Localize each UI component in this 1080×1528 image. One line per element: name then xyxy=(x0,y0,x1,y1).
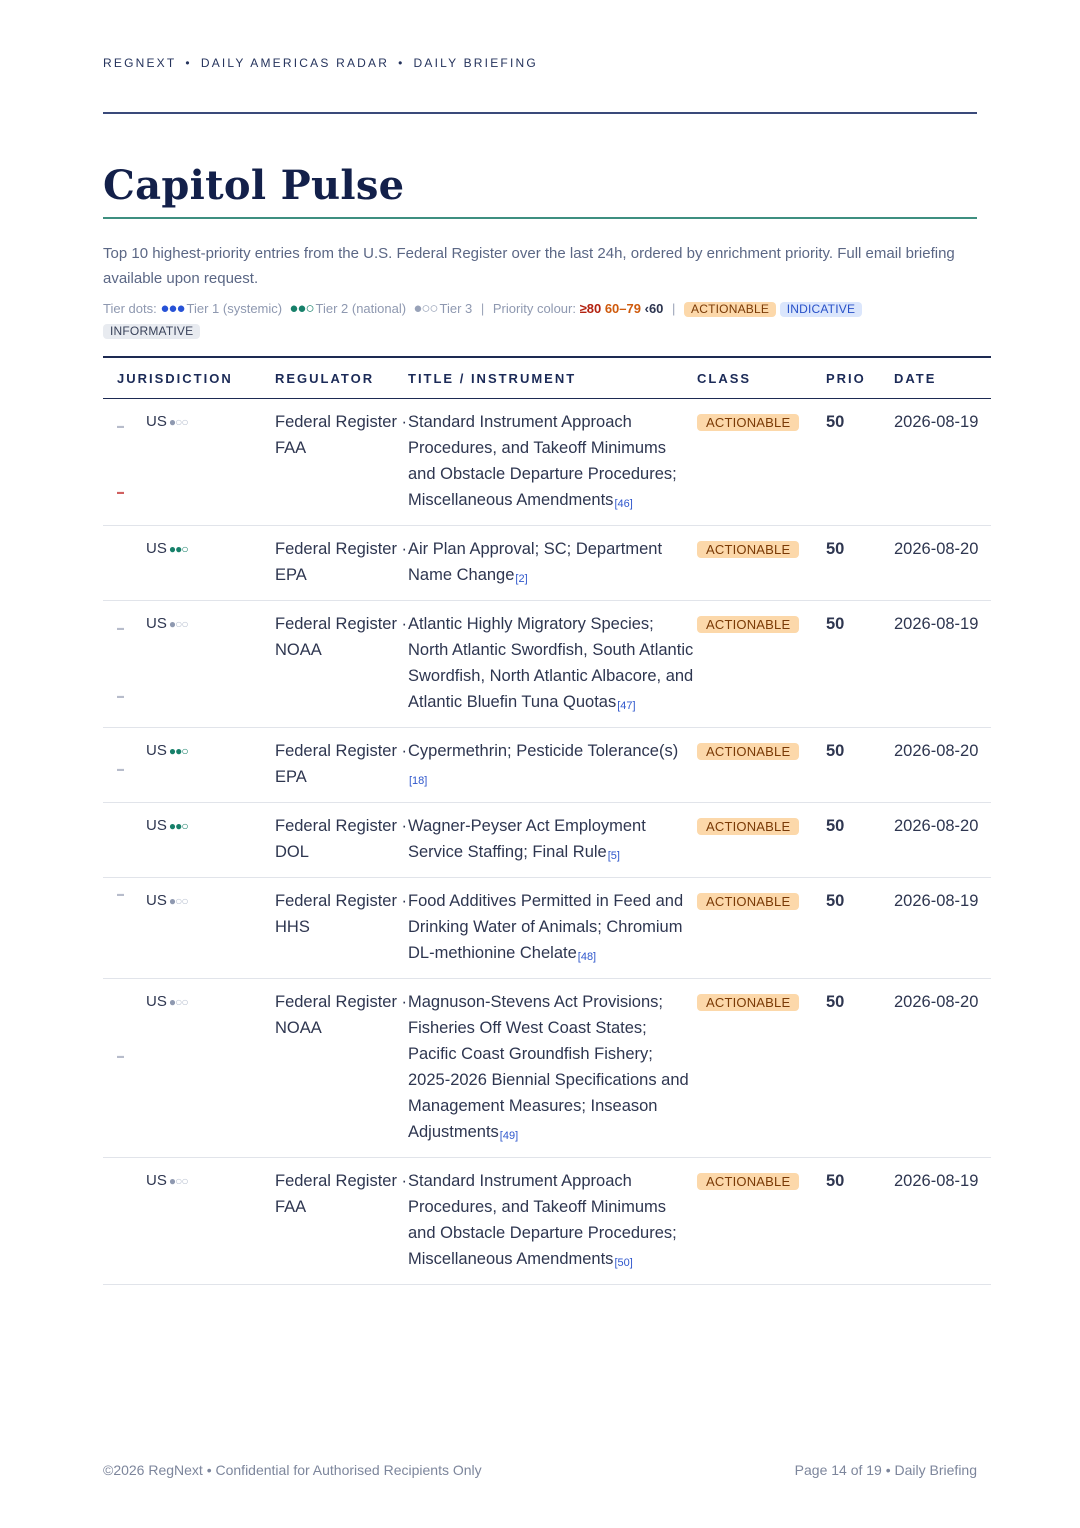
title-divider xyxy=(103,217,977,219)
tier-3-dots-icon: ●○○ xyxy=(168,1174,188,1188)
date-cell: 2026-08-20 xyxy=(894,742,979,760)
tier2-dots-icon: ●●○ xyxy=(289,300,314,317)
tier-3-dots-icon: ●○○ xyxy=(168,995,188,1009)
intro-text: Top 10 highest-priority entries from the U.S. Federal Register over the last 24h, ordered by enrichment priority. Full email briefing available upon request. xyxy=(103,245,955,287)
regulator-cell: Federal Register · EPA xyxy=(275,540,408,584)
footnote-link[interactable]: [2] xyxy=(515,573,528,585)
priority-table xyxy=(103,356,991,1285)
title-cell xyxy=(408,1158,697,1285)
tier-3-dots-icon: ●○○ xyxy=(168,894,188,908)
instrument-title: Wagner-Peyser Act Employment Service Staffing; Final Rule xyxy=(408,817,646,861)
prio-cell: 50 xyxy=(826,817,845,835)
legend-priority-label: Priority colour: xyxy=(492,301,576,316)
legend-tier-label: Tier dots: xyxy=(103,301,157,316)
title-cell xyxy=(408,728,697,803)
title-cell xyxy=(408,803,697,878)
legend-priority-low: ‹60 xyxy=(644,301,664,316)
instrument-title: Magnuson-Stevens Act Provisions; Fisheries Off West Coast States; Pacific Coast Groundfish Fishery; 2025-2026 Biennial Specifications and Management Measures; Inseason Adjustments xyxy=(408,993,689,1141)
jurisdiction-code: US xyxy=(146,615,167,632)
table-header-row xyxy=(103,357,991,399)
header-divider xyxy=(103,112,977,114)
jurisdiction-code: US xyxy=(146,742,167,759)
instrument-title: Food Additives Permitted in Feed and Drinking Water of Animals; Chromium DL-methionine Chelate xyxy=(408,892,684,962)
prio-cell: 50 xyxy=(826,615,845,633)
class-cell xyxy=(697,399,826,526)
tier-2-dots-icon: ●●○ xyxy=(168,819,188,833)
tier1-dots-icon: ●●● xyxy=(160,300,185,317)
legend-tier3-label: Tier 3 xyxy=(439,301,473,316)
title-cell xyxy=(408,399,697,526)
regulator-cell: Federal Register · NOAA xyxy=(275,993,408,1037)
date-cell: 2026-08-19 xyxy=(894,1172,979,1190)
prio-cell: 50 xyxy=(826,742,845,760)
footnote-link[interactable]: [18] xyxy=(409,775,428,787)
class-cell xyxy=(697,1158,826,1285)
instrument-title: Standard Instrument Approach Procedures, and Takeoff Minimums and Obstacle Departure Procedures; Miscellaneous Amendments xyxy=(408,1172,677,1268)
flag-icon: ▬ xyxy=(117,891,124,898)
jurisdiction-cell xyxy=(103,878,275,979)
tier-3-dots-icon: ●○○ xyxy=(168,415,188,429)
prio-cell: 50 xyxy=(826,540,845,558)
table-row xyxy=(103,728,991,803)
flag-icon: ▬ xyxy=(117,423,124,430)
date-cell: 2026-08-20 xyxy=(894,540,979,558)
regulator-cell: Federal Register · DOL xyxy=(275,817,408,861)
title-cell xyxy=(408,979,697,1158)
col-header-prio: PRIO xyxy=(826,370,866,386)
jurisdiction-code: US xyxy=(146,817,167,834)
kicker-separator: • xyxy=(398,56,405,70)
kicker-separator: • xyxy=(185,56,192,70)
legend-tier1-label: Tier 1 (systemic) xyxy=(186,301,283,316)
prio-cell: 50 xyxy=(826,1172,845,1190)
jurisdiction-cell xyxy=(103,803,275,898)
col-header-class: CLASS xyxy=(697,370,752,386)
jurisdiction-cell xyxy=(103,526,275,601)
class-cell xyxy=(697,878,826,979)
legend-indicative-badge: INDICATIVE xyxy=(780,302,862,317)
footnote-link[interactable]: [50] xyxy=(614,1257,633,1269)
class-badge: ACTIONABLE xyxy=(697,743,799,760)
tier3-dots-icon: ●○○ xyxy=(413,300,438,317)
class-badge: ACTIONABLE xyxy=(697,893,799,910)
table-row xyxy=(103,979,991,1158)
table-row xyxy=(103,399,991,526)
regulator-cell: Federal Register · EPA xyxy=(275,742,408,786)
jurisdiction-code: US xyxy=(146,892,167,909)
jurisdiction-cell xyxy=(103,1158,275,1285)
col-header-title: TITLE / INSTRUMENT xyxy=(408,370,577,386)
tier-3-dots-icon: ●○○ xyxy=(168,617,188,631)
instrument-title: Atlantic Highly Migratory Species; North Atlantic Swordfish, South Atlantic Swordfish, North Atlantic Albacore, and Atlantic Bluefin Tuna Quotas xyxy=(408,615,694,711)
flag-icon: ▬ xyxy=(117,489,124,496)
flag-icon: ▬ xyxy=(117,766,124,773)
footer-copyright: ©2026 RegNext • Confidential for Authorised Recipients Only xyxy=(103,1462,482,1478)
class-badge: ACTIONABLE xyxy=(697,541,799,558)
kicker-product: DAILY AMERICAS RADAR xyxy=(200,56,390,70)
class-cell xyxy=(697,979,826,1158)
jurisdiction-cell xyxy=(103,979,275,1158)
class-cell xyxy=(697,803,826,878)
class-badge: ACTIONABLE xyxy=(697,994,799,1011)
class-cell xyxy=(697,526,826,601)
legend-priority-mid: 60–79 xyxy=(604,301,641,316)
class-badge: ACTIONABLE xyxy=(697,616,799,633)
kicker-edition: DAILY BRIEFING xyxy=(413,56,538,70)
date-cell: 2026-08-19 xyxy=(894,892,979,910)
regulator-cell: Federal Register · NOAA xyxy=(275,615,408,659)
title-cell xyxy=(408,526,697,601)
class-cell xyxy=(697,728,826,803)
date-cell: 2026-08-19 xyxy=(894,615,979,633)
jurisdiction-cell xyxy=(103,601,275,728)
tier-2-dots-icon: ●●○ xyxy=(168,744,188,758)
footnote-link[interactable]: [5] xyxy=(607,850,620,862)
legend-divider: | xyxy=(672,301,676,316)
footnote-link[interactable]: [46] xyxy=(614,498,633,510)
footnote-link[interactable]: [47] xyxy=(617,700,636,712)
class-cell xyxy=(697,601,826,728)
col-header-regulator: REGULATOR xyxy=(275,370,375,386)
title-cell xyxy=(408,878,697,979)
tier-2-dots-icon: ●●○ xyxy=(168,542,188,556)
class-badge: ACTIONABLE xyxy=(697,414,799,431)
jurisdiction-code: US xyxy=(146,993,167,1010)
col-header-jurisdiction: JURISDICTION xyxy=(117,370,233,386)
footnote-link[interactable]: [49] xyxy=(499,1130,519,1142)
date-cell: 2026-08-19 xyxy=(894,413,979,431)
regulator-cell: Federal Register · HHS xyxy=(275,892,408,936)
class-badge: ACTIONABLE xyxy=(697,818,799,835)
class-badge: ACTIONABLE xyxy=(697,1173,799,1190)
table-row xyxy=(103,526,991,601)
flag-icon: ▬ xyxy=(117,625,124,632)
table-row xyxy=(103,878,991,979)
footer-page-info: Page 14 of 19 • Daily Briefing xyxy=(794,1462,977,1478)
footnote-link[interactable]: [48] xyxy=(577,951,597,963)
table-row xyxy=(103,1158,991,1285)
regulator-cell: Federal Register · FAA xyxy=(275,413,408,457)
table-row xyxy=(103,803,991,878)
legend-informative-badge: INFORMATIVE xyxy=(103,324,200,339)
kicker-brand: REGNEXT xyxy=(103,56,177,70)
legend xyxy=(103,298,977,342)
legend-tier2-label: Tier 2 (national) xyxy=(315,301,407,316)
prio-cell: 50 xyxy=(826,892,845,910)
page-title: Capitol Pulse xyxy=(103,162,405,209)
date-cell: 2026-08-20 xyxy=(894,817,979,835)
table-row xyxy=(103,601,991,728)
jurisdiction-cell xyxy=(103,399,275,526)
instrument-title: Standard Instrument Approach Procedures, and Takeoff Minimums and Obstacle Departure Procedures; Miscellaneous Amendments xyxy=(408,413,677,509)
date-cell: 2026-08-20 xyxy=(894,993,979,1011)
instrument-title: Cypermethrin; Pesticide Tolerance(s) xyxy=(408,742,679,760)
legend-divider: | xyxy=(480,301,485,316)
flag-icon: ▬ xyxy=(117,693,124,700)
prio-cell: 50 xyxy=(826,413,845,431)
regulator-cell: Federal Register · FAA xyxy=(275,1172,408,1216)
title-cell xyxy=(408,601,697,728)
header-kicker xyxy=(103,56,538,70)
col-header-date: DATE xyxy=(894,370,937,386)
jurisdiction-cell xyxy=(103,728,275,803)
legend-priority-high: ≥80 xyxy=(579,301,602,316)
jurisdiction-code: US xyxy=(146,413,167,430)
instrument-title: Air Plan Approval; SC; Department Name Change xyxy=(408,540,663,584)
jurisdiction-code: US xyxy=(146,540,167,557)
jurisdiction-code: US xyxy=(146,1172,167,1189)
flag-icon: ▬ xyxy=(117,1053,124,1060)
legend-actionable-badge: ACTIONABLE xyxy=(684,302,776,317)
prio-cell: 50 xyxy=(826,993,845,1011)
